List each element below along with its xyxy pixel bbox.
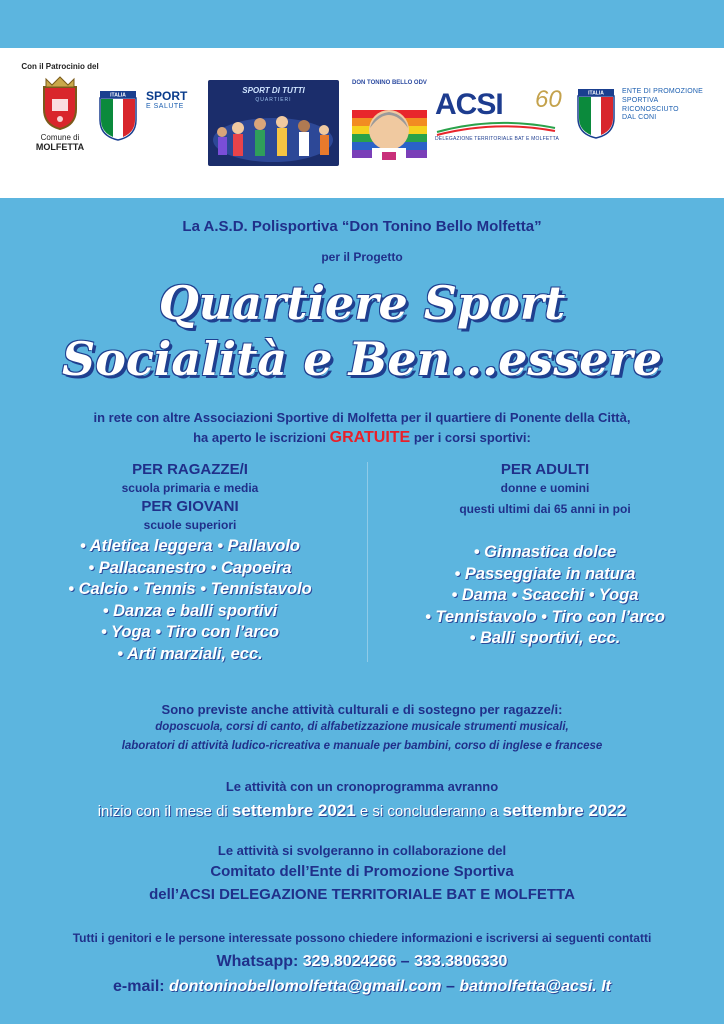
bottom-band <box>0 1008 724 1024</box>
sport-salute-title: SPORT <box>146 89 188 103</box>
coni-text <box>622 88 703 123</box>
adults-sub-1: donne e uomini <box>500 481 590 495</box>
schedule-part-1: inizio con il mese di <box>97 803 232 820</box>
adults-activity-list <box>380 542 710 650</box>
athletes-collage-icon <box>208 80 339 166</box>
don-tonino-bello-logo <box>352 80 427 176</box>
acsi-swoosh-icon <box>435 118 575 138</box>
activity-item: • Tennistavolo • Tiro con l’arco <box>425 607 665 626</box>
patrocinio-block <box>20 62 100 152</box>
for-project-label: per il Progetto <box>321 250 403 264</box>
acsi-caption: DELEGAZIONE TERRITORIALE BAT E MOLFETTA <box>435 136 560 142</box>
youth-category-2: PER GIOVANI <box>141 498 239 515</box>
collaboration-line-3: dell’ACSI DELEGAZIONE TERRITORIALE BAT E MOLFETTA <box>149 886 575 903</box>
sport-salute-logo <box>146 90 187 110</box>
email-separator: – <box>441 978 460 995</box>
network-line-2-before: ha aperto le iscrizioni <box>193 430 330 445</box>
italia-label-text: ITALIA <box>110 92 126 99</box>
schedule-line-2 <box>0 801 724 821</box>
activity-item: • Dama • Scacchi • Yoga <box>451 586 639 604</box>
acsi-word: ACSI <box>435 88 503 121</box>
activity-item: • Passeggiate in natura <box>454 564 636 583</box>
cultural-line-2: laboratori di attività ludico-ricreativa e manuale per bambini, corso di inglese e francese <box>121 740 603 752</box>
coni-line: SPORTIVA <box>622 96 659 104</box>
whatsapp-label: Whatsapp: <box>216 953 299 970</box>
activity-item: • Pallacanestro • Capoeira <box>88 558 292 577</box>
coni-italia-label-text: ITALIA <box>588 90 604 97</box>
activity-item: • Arti marziali, ecc. <box>117 644 263 663</box>
title-line-2: Socialità e Ben...essere <box>62 332 662 386</box>
patrocinio-label: Con il Patrocinio del <box>21 62 99 71</box>
phone-1[interactable]: 329.8024266 <box>302 953 397 970</box>
email-line <box>0 978 724 996</box>
email-1[interactable]: dontoninobellomolfetta@gmail.com <box>169 978 442 995</box>
sport-di-tutti-title: SPORT DI TUTTI <box>242 86 305 95</box>
network-line-2-after: per i corsi sportivi: <box>410 430 531 445</box>
title-line-1: Quartiere Sport <box>158 276 566 330</box>
cultural-title: Sono previste anche attività culturali e di sostegno per ragazze/i: <box>161 702 563 717</box>
youth-column <box>30 460 350 665</box>
contacts-info: Tutti i genitori e le persone interessate possono chiedere informazioni e iscriversi ai seguenti contatti <box>72 931 652 945</box>
youth-category-1: PER RAGAZZE/I <box>132 461 248 478</box>
sport-di-tutti-subtitle: QUARTIERI <box>255 97 292 103</box>
activity-item: • Ginnastica dolce <box>473 543 617 561</box>
adults-category: PER ADULTI <box>500 461 590 478</box>
youth-sub-1: scuola primaria e media <box>121 481 259 495</box>
activity-item: • Danza e balli sportivi <box>102 601 278 620</box>
top-band <box>0 0 724 48</box>
cultural-line-1: doposcuola, corsi di canto, di alfabetizzazione musicale strumenti musicali, <box>155 721 569 733</box>
coni-line: RICONOSCIUTO <box>622 105 679 113</box>
network-line-2 <box>0 429 724 447</box>
don-tonino-label: DON TONINO BELLO ODV <box>352 80 427 86</box>
youth-sub-2: scuole superiori <box>143 518 237 532</box>
collaboration-line-2: Comitato dell’Ente di Promozione Sportiva <box>210 863 514 880</box>
activity-item: • Calcio • Tennis • Tennistavolo <box>68 580 312 598</box>
coni-line: ENTE DI PROMOZIONE <box>622 88 703 95</box>
column-divider <box>367 462 368 662</box>
activity-item: • Balli sportivi, ecc. <box>469 629 621 647</box>
italia-coni-shield-icon <box>576 88 616 140</box>
email-label: e-mail: <box>113 978 165 995</box>
sport-salute-subtitle: E SALUTE <box>146 102 184 110</box>
phone-2[interactable]: 333.3806330 <box>414 953 508 970</box>
activity-item: • Atletica leggera • Pallavolo <box>79 537 301 555</box>
phone-separator: – <box>396 953 415 970</box>
network-line-1: in rete con altre Associazioni Sportive di Molfetta per il quartiere di Ponente della Città, <box>93 410 631 425</box>
activity-item: • Yoga • Tiro con l’arco <box>100 623 280 641</box>
sport-di-tutti-logo <box>208 80 339 166</box>
schedule-line-1: Le attività con un cronoprogramma avranno <box>225 779 499 794</box>
schedule-part-2: e si concluderanno a <box>355 803 503 820</box>
schedule-start: settembre 2021 <box>231 801 356 820</box>
collaboration-line-1: Le attività si svolgeranno in collaborazione del <box>217 843 507 858</box>
acsi-anniversary: 60 <box>535 86 562 113</box>
adults-sub-2: questi ultimi dai 65 anni in poi <box>459 502 631 516</box>
coni-line: DAL CONI <box>622 114 657 122</box>
schedule-end: settembre 2022 <box>502 801 627 820</box>
whatsapp-line <box>0 953 724 971</box>
adults-column <box>380 460 710 650</box>
molfetta-crest-icon <box>38 75 82 131</box>
youth-activity-list <box>30 536 350 665</box>
city-label: MOLFETTA <box>35 142 85 152</box>
acsi-logo <box>435 88 575 158</box>
association-name: La A.S.D. Polisportiva “Don Tonino Bello Molfetta” <box>182 218 542 235</box>
email-2[interactable]: batmolfetta@acsi. It <box>459 978 611 995</box>
portrait-rainbow-icon <box>352 80 427 176</box>
italia-shield-icon <box>98 90 138 142</box>
comune-label: Comune di <box>40 133 80 142</box>
free-highlight: GRATUITE <box>329 429 411 446</box>
